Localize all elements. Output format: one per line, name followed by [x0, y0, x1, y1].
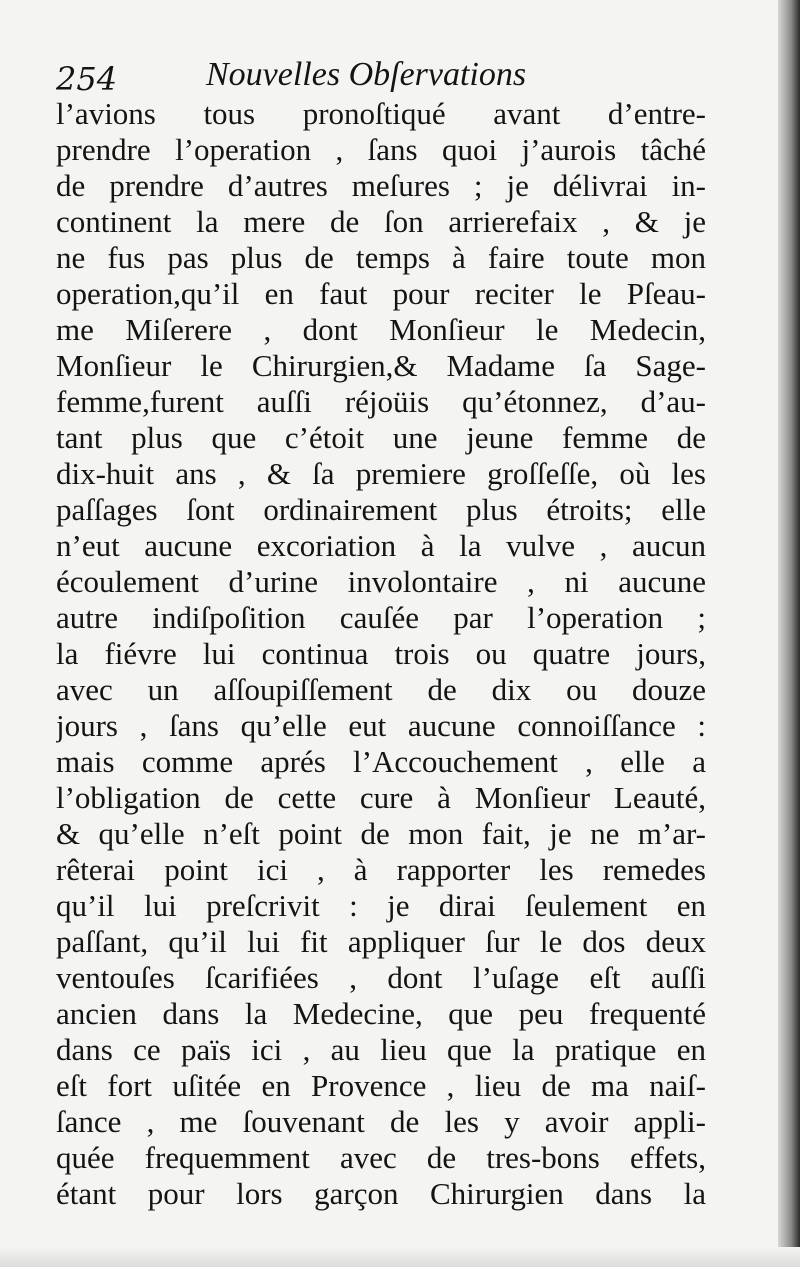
text-line: mais comme aprés l’Accouchement , elle a [56, 744, 706, 779]
page-header [56, 52, 736, 98]
text-line: continent la mere de ſon arrierefaix , & je [56, 204, 706, 239]
text-line: écoulement d’urine involontaire , ni aucune [56, 564, 706, 599]
text-line: Monſieur le Chirurgien,& Madame ſa Sage- [56, 348, 706, 383]
running-title: Nouvelles Obſervations [206, 56, 527, 93]
text-line: qu’il lui preſcrivit : je dirai ſeulement en [56, 888, 706, 923]
page-bottom-edge [0, 1247, 800, 1267]
text-line: l’avions tous pronoſtiqué avant d’entre- [56, 96, 706, 131]
text-line: avec un aſſoupiſſement de dix ou douze [56, 672, 706, 707]
text-line: quée frequemment avec de tres-bons effets, [56, 1140, 706, 1175]
text-line: dans ce païs ici , au lieu que la pratique en [56, 1032, 706, 1067]
text-line: ventouſes ſcarifiées , dont l’uſage eſt auſſi [56, 960, 706, 995]
text-line: & qu’elle n’eſt point de mon fait, je ne m’ar- [56, 816, 706, 851]
text-line: femme,furent auſſi réjoüis qu’étonnez, d’au- [56, 384, 706, 419]
text-line: étant pour lors garçon Chirurgien dans la [56, 1176, 706, 1211]
text-line: autre indiſpoſition cauſée par l’operation ; [56, 600, 706, 635]
page-edge-shadow [778, 0, 800, 1267]
page-number: 254 [56, 60, 118, 98]
text-line: paſſages ſont ordinairement plus étroits; elle [56, 492, 706, 527]
text-line: prendre l’operation , ſans quoi j’aurois tâché [56, 132, 706, 167]
text-line: ne fus pas plus de temps à faire toute mon [56, 240, 706, 275]
text-line: eſt fort uſitée en Provence , lieu de ma naiſ- [56, 1068, 706, 1103]
text-line: paſſant, qu’il lui fit appliquer ſur le dos deux [56, 924, 706, 959]
text-line: jours , ſans qu’elle eut aucune connoiſſance : [56, 708, 706, 743]
text-line: me Miſerere , dont Monſieur le Medecin, [56, 312, 706, 347]
text-line: ſance , me ſouvenant de les y avoir appli- [56, 1104, 706, 1139]
text-line: la fiévre lui continua trois ou quatre jours, [56, 636, 706, 671]
text-line: l’obligation de cette cure à Monſieur Leauté, [56, 780, 706, 815]
text-line: dix-huit ans , & ſa premiere groſſeſſe, où les [56, 456, 706, 491]
body-text [56, 96, 706, 1212]
text-line: de prendre d’autres meſures ; je délivrai in- [56, 168, 706, 203]
text-line: ancien dans la Medecine, que peu frequenté [56, 996, 706, 1031]
text-line: n’eut aucune excoriation à la vulve , aucun [56, 528, 706, 563]
text-line: tant plus que c’étoit une jeune femme de [56, 420, 706, 455]
text-line: rêterai point ici , à rapporter les remedes [56, 852, 706, 887]
text-line: operation,qu’il en faut pour reciter le Pſeau- [56, 276, 706, 311]
